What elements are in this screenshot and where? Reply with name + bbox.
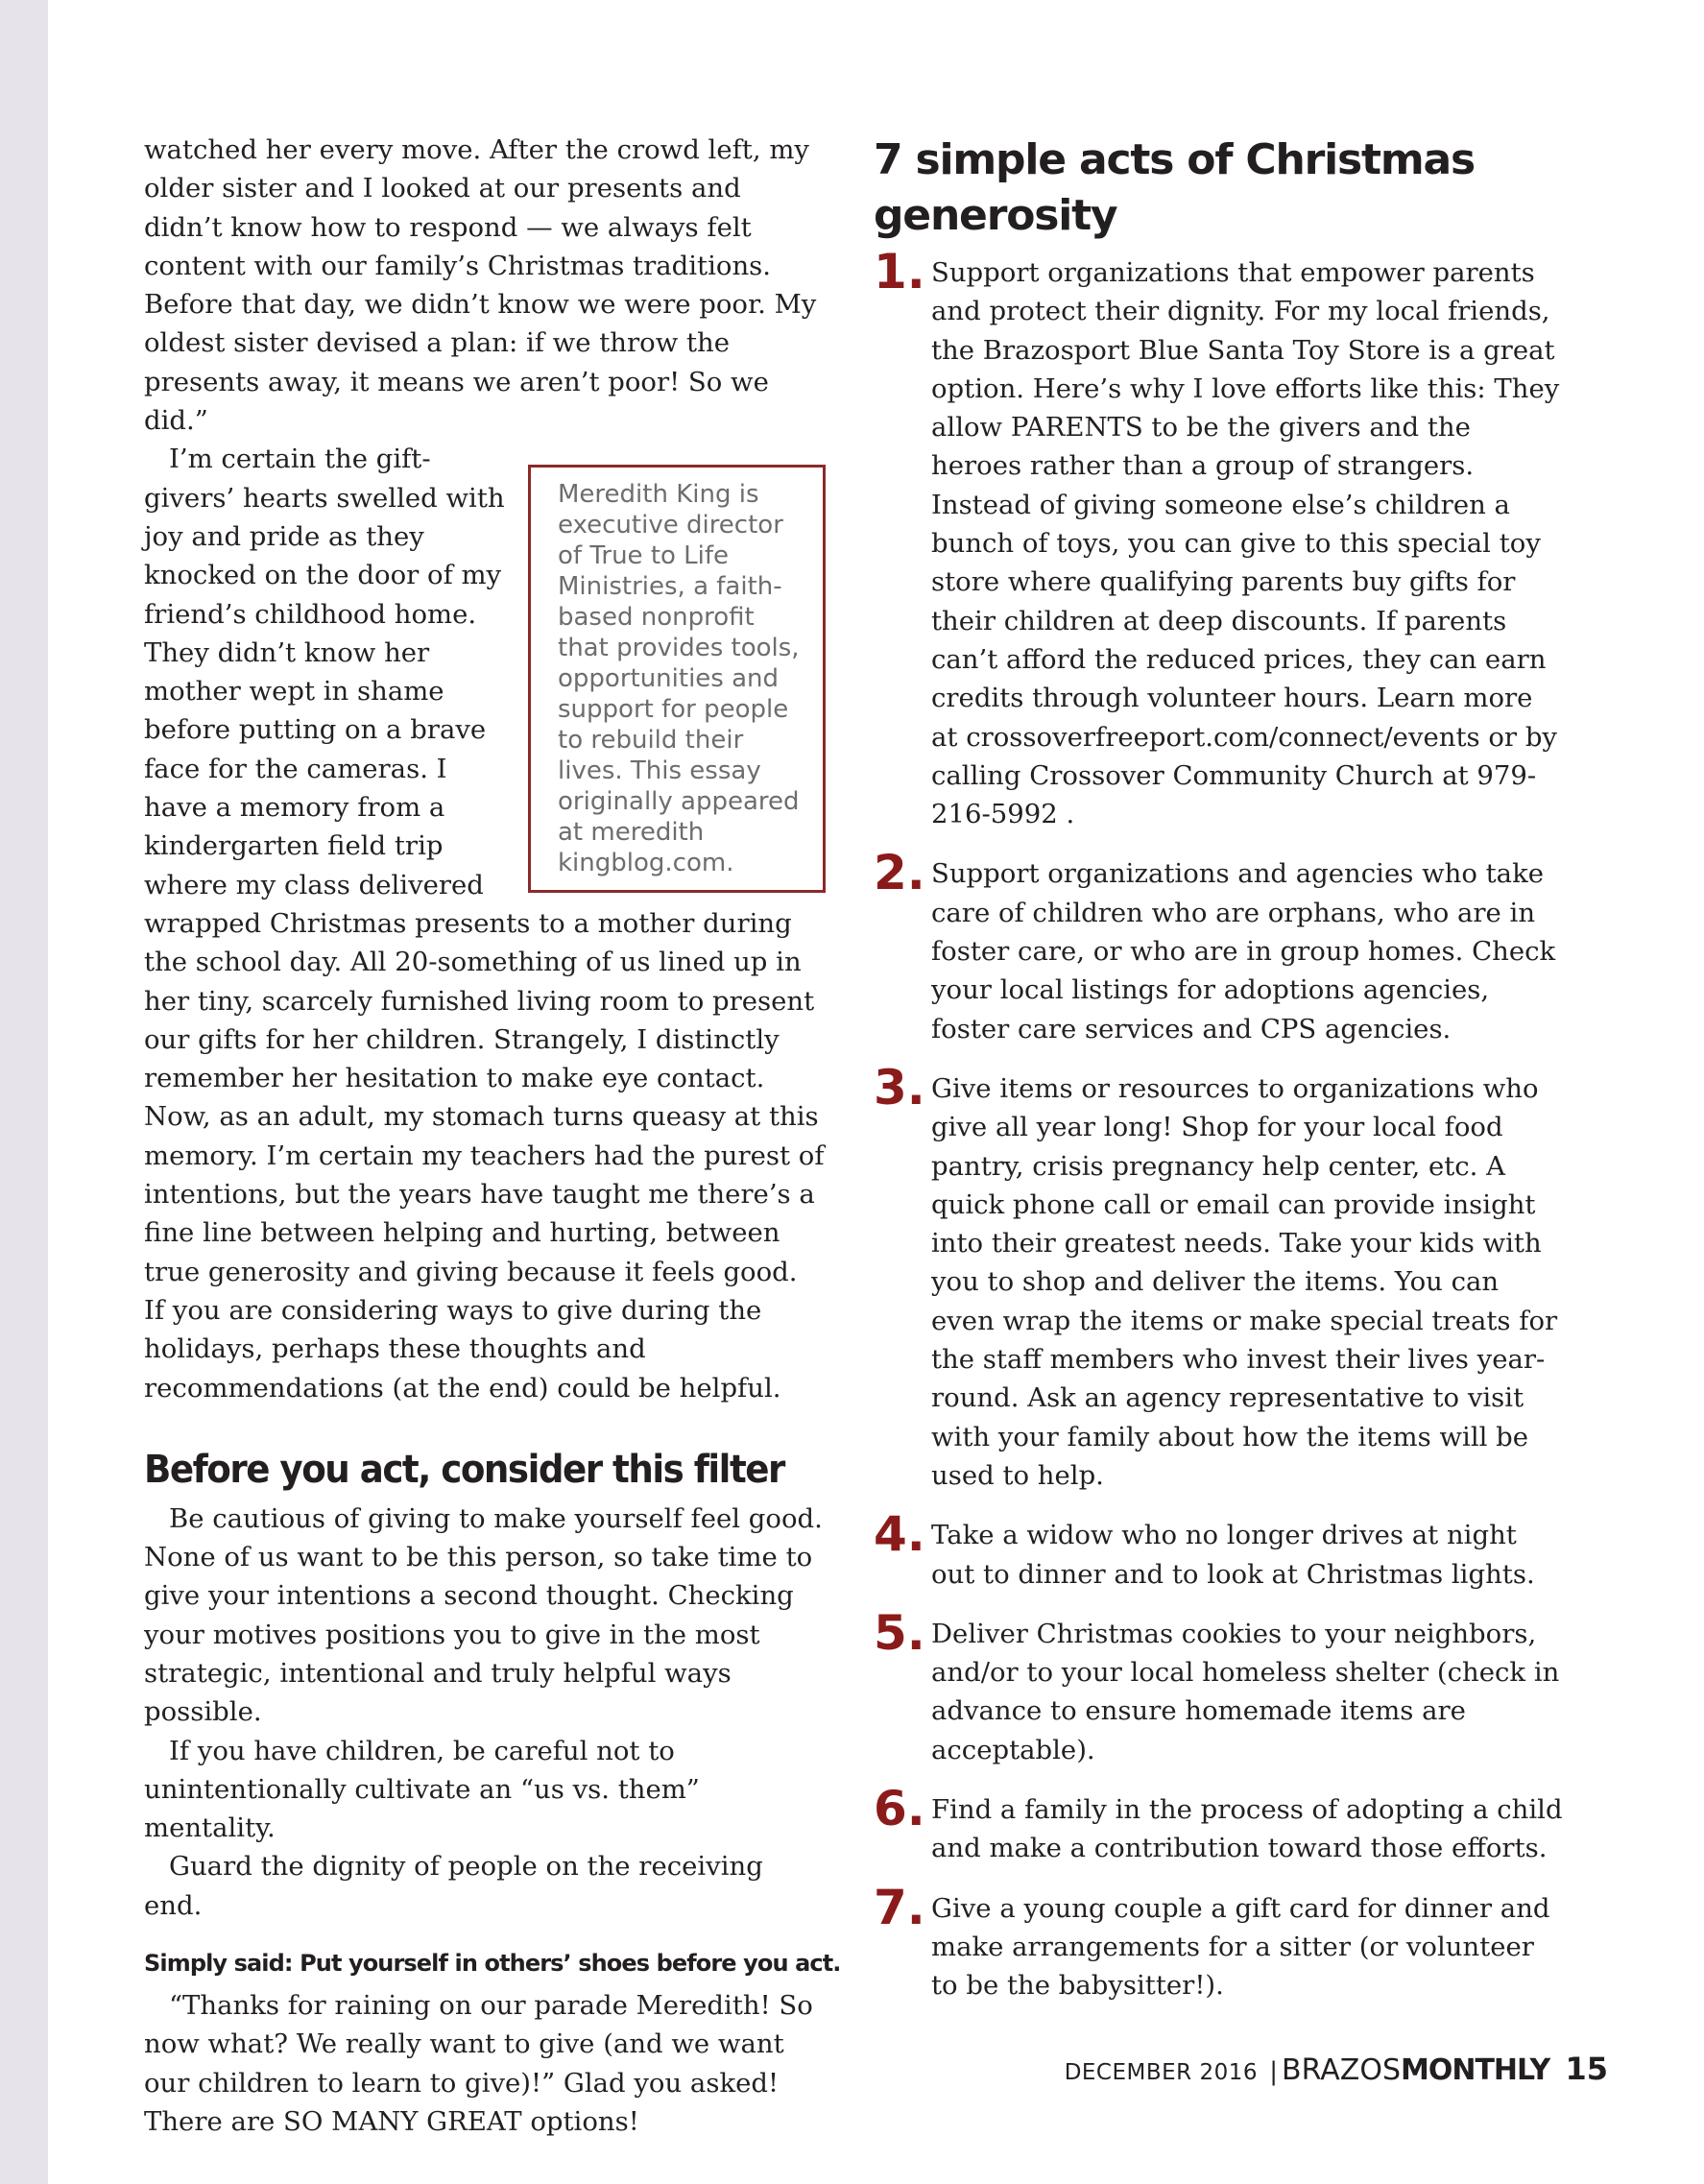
body-paragraph: Be cautious of giving to make yourself feel good. None of us want to be this person, so take time to give your intentions a second thought. Checking your motives positions you to give in the most strategic, intentional and truly helpful ways possible.	[144, 1502, 823, 1728]
footer-separator: |	[1269, 2057, 1279, 2086]
left-column	[144, 131, 841, 2141]
list-number: 4.	[874, 1506, 925, 1563]
list-item	[874, 1506, 1565, 1594]
right-column	[874, 132, 1565, 2026]
page-footer	[1065, 2050, 1608, 2092]
list-item	[874, 1879, 1565, 2005]
list-item-text: Take a widow who no longer drives at night out to dinner and to look at Christmas lights.	[931, 1520, 1535, 1590]
page-edge-strip	[0, 0, 48, 2184]
publication-name-bold: MONTHLY	[1401, 2053, 1550, 2087]
page-number: 15	[1565, 2051, 1608, 2087]
section-heading: Before you act, consider this filter	[144, 1447, 784, 1492]
list-item-text: Support organizations and agencies who take care of children who are orphans, who are in foster care, or who are in group homes. Check your local listings for adoptions agencies, foster care services and CPS agencies.	[931, 858, 1556, 1044]
list-item-text: Support organizations that empower parents and protect their dignity. For my local friends, the Brazosport Blue Santa Toy Store is a great option. Here’s why I love efforts like this: They allow PARENTS to be the givers and the heroes rather than a group of strangers. Instead of giving someone else’s children a bunch of toys, you can give to this special toy store where qualifying parents buy gifts for their children at deep discounts. If parents can’t afford the reduced prices, they can earn credits through volunteer hours. Learn more at crossoverfreeport.com/connect/events or by calling Crossover Community Church at 979-216-5992 .	[931, 257, 1560, 830]
list-item-text: Give items or resources to organizations who give all year long! Shop for your local food pantry, crisis pregnancy help center, etc. A quick phone call or email can provide insight into their greatest needs. Take your kids with you to shop and deliver the items. You can even wrap the items or make special treats for the staff members who invest their lives year-round. Ask an agency representative to visit with your family about how the items will be used to help.	[931, 1072, 1558, 1491]
author-bio-box: Meredith King is executive director of True to Life Ministries, a faith-based nonprofit that provides tools, opportunities and support for people to rebuild their lives. This essay originally appeared at meredith kingblog.com.	[528, 465, 826, 893]
body-paragraph: Guard the dignity of people on the receiving end.	[144, 1851, 763, 1921]
publication-name-light: BRAZOS	[1282, 2053, 1401, 2087]
list-item	[874, 1059, 1565, 1495]
list-number: 1.	[874, 244, 925, 300]
acts-title: 7 simple acts of Christmas generosity	[874, 135, 1475, 240]
list-number: 3.	[874, 1059, 925, 1116]
list-item	[874, 845, 1565, 1047]
body-paragraph: “Thanks for raining on our parade Meredith! So now what? We really want to give (and we want our children to learn to give)!” Glad you asked! There are SO MANY GREAT options!	[144, 1990, 813, 2137]
simply-said-subheading: Simply said: Put yourself in others’ shoes before you act.	[144, 1950, 841, 1978]
acts-list	[874, 244, 1565, 2004]
list-item	[874, 1604, 1565, 1769]
list-item-text: Give a young couple a gift card for dinner and make arrangements for a sitter (or volunteer to be the babysitter!).	[931, 1892, 1550, 2002]
body-paragraph: I’m certain the gift-givers’ hearts swelled with joy and pride as they knocked on the door of my friend’s childhood home. They didn’t know her mother wept in shame before putting on a brave face for the cameras. I have a memory from a kindergarten field trip where my class delivered wrapped Christmas presents to a mother during the school day. All 20-something of us lined up in her tiny, scarcely furnished living room to present our gifts for her children. Strangely, I distinctly remember her hesitation to make eye contact. Now, as an adult, my stomach turns queasy at this memory. I’m certain my teachers had the purest of intentions, but the years have taught me there’s a fine line between helping and hurting, between true generosity and giving because it feels good. If you are considering ways to give during the holidays, perhaps these thoughts and recommendations (at the end) could be helpful.	[144, 444, 825, 1404]
list-number: 7.	[874, 1879, 925, 1935]
list-item-text: Deliver Christmas cookies to your neighbors, and/or to your local homeless shelter (check in advance to ensure homemade items are acceptable).	[931, 1618, 1560, 1765]
body-paragraph: watched her every move. After the crowd left, my older sister and I looked at our presents and didn’t know how to respond — we always felt content with our family’s Christmas traditions. Before that day, we didn’t know we were poor. My oldest sister devised a plan: if we throw the presents away, it means we aren’t poor! So we did.”	[144, 134, 817, 437]
list-item	[874, 244, 1565, 833]
list-number: 2.	[874, 845, 925, 901]
list-number: 6.	[874, 1780, 925, 1836]
list-item-text: Find a family in the process of adopting a child and make a contribution toward those efforts.	[931, 1793, 1563, 1864]
list-number: 5.	[874, 1604, 925, 1661]
issue-date: DECEMBER 2016	[1064, 2060, 1259, 2085]
body-paragraph: If you have children, be careful not to unintentionally cultivate an “us vs. them” mentality.	[144, 1735, 700, 1844]
list-item	[874, 1780, 1565, 1868]
